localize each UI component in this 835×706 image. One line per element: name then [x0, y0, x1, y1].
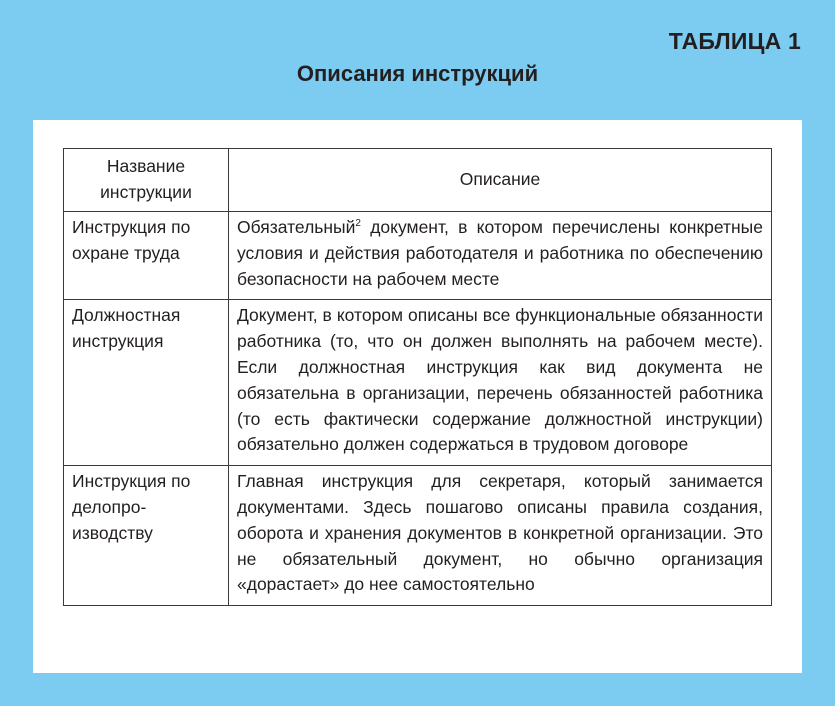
table-row	[64, 466, 772, 606]
instruction-name: Должностная инструкция	[64, 300, 229, 466]
table-row	[64, 300, 772, 466]
table-header-row	[64, 149, 772, 212]
instruction-name: Инструкция по делопроизводству	[64, 466, 229, 606]
column-header-description: Описание	[229, 149, 772, 212]
instruction-description: Документ, в котором описаны все функциональные обязанности работника (то, что он должен выполнять на рабочем месте). Если должностная инструкция как вид документа не обязательна в организации, перечень обязанностей работника (то есть фактически содержание должностной инструкции) обязательно должен содержаться в трудовом договоре	[229, 300, 772, 466]
footnote-mark: 2	[355, 218, 361, 229]
table-number: ТАБЛИЦА 1	[668, 28, 801, 54]
instruction-description: Главная инструкция для секретаря, который занимается документами. Здесь пошагово описаны правила создания, оборота и хранения документов в конкретной организации. Это не обязательный документ, но обычно организация «дорастает» до нее самостоятельно	[229, 466, 772, 606]
instruction-name: Инструкция по охране труда	[64, 212, 229, 300]
instruction-description	[229, 212, 772, 300]
description-text: документ, в котором перечислены конкретные условия и действия работодателя и работника по обеспечению безопасности на рабочем месте	[237, 217, 763, 289]
column-header-name: Название инструкции	[64, 149, 229, 212]
table-panel	[33, 120, 802, 673]
table-title: Описания инструкций	[296, 61, 539, 86]
description-text: Обязательный	[237, 217, 356, 237]
table-row	[64, 212, 772, 300]
instructions-table	[63, 148, 772, 606]
